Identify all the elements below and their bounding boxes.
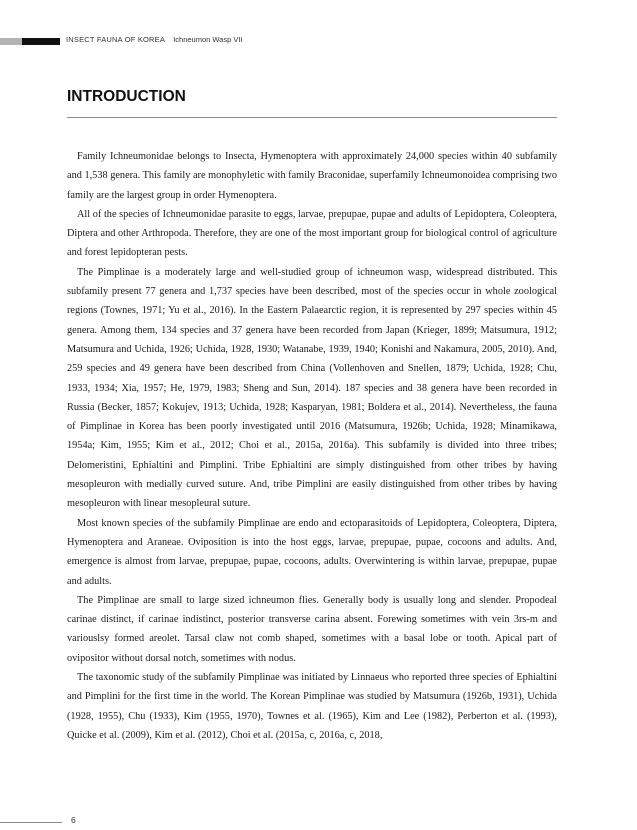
header-accent-bar-gray	[0, 38, 22, 45]
paragraph-6: The taxonomic study of the subfamily Pimplinae was initiated by Linnaeus who reported three species of Ephialtini and Pimplini for the first time in the world. The Korean Pimplinae was studied by Matsumura (1926b, 1931), Uchida (1928, 1955), Chu (1933), Kim (1955, 1970), Townes et al. (1965), Kim and Lee (1982), Perberton et al. (1993), Quicke et al. (2009), Kim et al. (2012), Choi et al. (2015a, c, 2016a, c, 2018,	[67, 672, 557, 741]
paragraph-4: Most known species of the subfamily Pimplinae are endo and ectoparasitoids of Lepidoptera, Coleoptera, Diptera, Hymenoptera and Araneae. Oviposition is into the host eggs, larvae, prepupae, pupae, cocoons and adults. And, emergence is almost from larvae, prepupae, pupae, cocoons, adults. Overwintering is within larvae, prepupae, pupae and adults.	[67, 517, 557, 587]
header-volume-title: Ichneumon Wasp VII	[173, 35, 243, 44]
body-text	[67, 147, 557, 745]
running-header	[66, 35, 243, 44]
section-title: INTRODUCTION	[67, 88, 186, 105]
paragraph-5: The Pimplinae are small to large sized ichneumon flies. Generally body is usually long and slender. Propodeal carinae distinct, if carinae indistinct, posterior transverse carina absent. Forewing sometimes with vein 3rs-m and variouslsy formed areolet. Tarsal claw not comb shaped, sometimes with a basal lobe or tooth. Apical part of ovipositor without dorsal notch, sometimes with nodus.	[67, 594, 557, 664]
paragraph-3: The Pimplinae is a moderately large and well-studied group of ichneumon wasp, widespread distributed. This subfamily present 77 genera and 1,737 species have been described, most of the species occur in whole zoological regions (Townes, 1971; Yu et al., 2016). In the Eastern Palaearctic region, it is represented by 297 species within 45 genera. Among them, 134 species and 37 genera have been recorded from Japan (Krieger, 1899; Matsumura, 1912; Matsumura and Uchida, 1926; Uchida, 1928, 1930; Watanabe, 1939, 1940; Konishi and Nakamura, 2005, 2010). And, 259 species and 49 genera have been described from China (Vollenhoven and Snellen, 1879; Uchida, 1928; Chu, 1933, 1934; Xia, 1957; He, 1979, 1983; Sheng and Sun, 2014). 187 species and 38 genera have been recorded in Russia (Becker, 1857; Kokujev, 1913; Uchida, 1928; Kasparyan, 1981; Boldera et al., 2014). Nevertheless, the fauna of Pimplinae in Korea has been poorly investigated until 2016 (Matsumura, 1926b; Uchida, 1928; Minamikawa, 1954a; Kim, 1955; Kim et al., 2012; Choi et al., 2015a, 2016a). This subfamily is divided into three tribes; Delomeristini, Ephialtini and Pimplini. Tribe Ephialtini are simply distinguished from other tribes by having mesopleuron with medially curved suture. And, tribe Pimplini are easily distinguished from other tribes by having mesopleuron with linear mesopleural suture.	[67, 266, 557, 510]
paragraph-1: Family Ichneumonidae belongs to Insecta, Hymenoptera with approximately 24,000 species within 40 subfamily and 1,538 genera. This family are monophyletic with family Braconidae, superfamily Ichneumonoidea comprising two family are the largest group in order Hymenoptera.	[67, 151, 557, 201]
page-number: 6	[71, 815, 76, 825]
header-series-title: INSECT FAUNA OF KOREA	[66, 35, 166, 44]
footer-divider	[0, 822, 62, 823]
header-accent-bar-black	[22, 38, 60, 45]
paragraph-2: All of the species of Ichneumonidae parasite to eggs, larvae, prepupae, pupae and adults of Lepidoptera, Coleoptera, Diptera and other Arthropoda. Therefore, they are one of the most important group for biological control of agriculture and forest lepidopteran pests.	[67, 208, 557, 259]
title-divider	[67, 117, 557, 118]
